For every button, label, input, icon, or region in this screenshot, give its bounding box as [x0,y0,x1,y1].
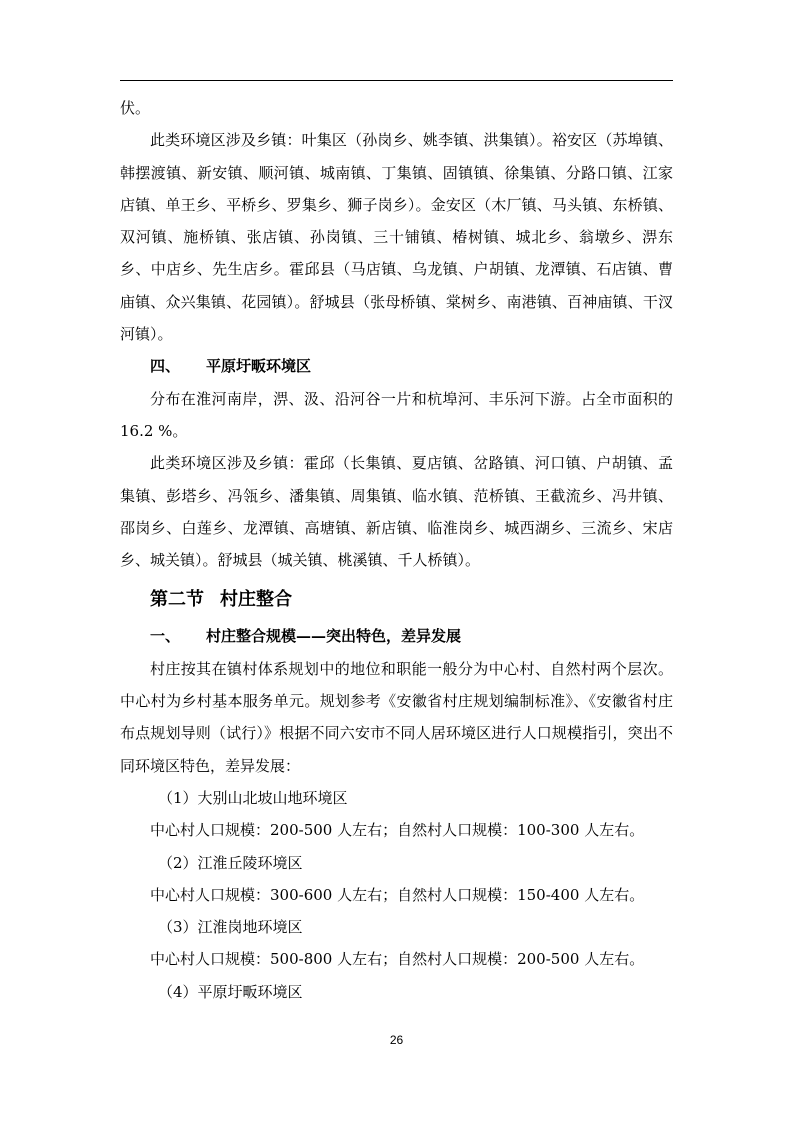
paragraph-village-classification: 村庄按其在镇村体系规划中的地位和职能一般分为中心村、自然村两个层次。中心村为乡村基本服务单元。规划参考《安徽省村庄规划编制标准》、《安徽省村庄布点规划导则（试行）》根据不同六安市不同人居环境区进行人口规模指引，突出不同环境区特色，差异发展： [120,659,673,775]
heading-title: 村庄整合规模——突出特色，差异发展 [206,627,462,646]
heading-number: 一、 [150,627,181,646]
chapter-section-heading [120,582,673,618]
paragraph-towns-list-2: 此类环境区涉及乡镇：霍邱（长集镇、夏店镇、岔路镇、河口镇、户胡镇、孟集镇、彭塔乡、冯瓴乡、潘集镇、周集镇、临水镇、范桥镇、王截流乡、冯井镇、邵岗乡、白莲乡、龙潭镇、高塘镇、新店镇、临淮岗乡、城西湖乡、三流乡、宋店乡、城关镇）。舒城县（城关镇、桃溪镇、千人桥镇）。 [120,454,673,570]
heading-number: 四、 [150,357,181,376]
paragraph-distribution: 分布在淮河南岸，淠、汲、沿河谷一片和杭埠河、丰乐河下游。占全市面积的 16.2 %。 [120,389,673,440]
section-heading-village-scale [120,620,673,652]
zone-item-4: （4）平原圩畈环境区 [158,982,303,1001]
zone-item-2: （2）江淮丘陵环境区 [158,853,303,872]
paragraph-towns-list-1: 此类环境区涉及乡镇：叶集区（孙岗乡、姚李镇、洪集镇）。裕安区（苏埠镇、韩摆渡镇、新安镇、顺河镇、城南镇、丁集镇、固镇镇、徐集镇、分路口镇、江家店镇、单王乡、平桥乡、罗集乡、狮子岗乡）。金安区（木厂镇、马头镇、东桥镇、双河镇、施桥镇、张店镇、孙岗镇、三十铺镇、椿树镇、城北乡、翁墩乡、淠东乡、中店乡、先生店乡。霍邱县（马店镇、乌龙镇、户胡镇、龙潭镇、石店镇、曹庙镇、众兴集镇、花园镇）。舒城县（张母桥镇、棠树乡、南港镇、百神庙镇、干汊河镇）。 [120,131,673,344]
population-scale-3: 中心村人口规模：500-800 人左右；自然村人口规模：200-500 人左右。 [150,950,645,969]
header-rule [120,80,673,81]
zone-item-1: （1）大别山北坡山地环境区 [158,788,348,807]
section-number: 第二节 [150,589,204,611]
section-heading-plain-zone [120,350,673,382]
population-scale-1: 中心村人口规模：200-500 人左右；自然村人口规模：100-300 人左右。 [150,821,645,840]
population-scale-2: 中心村人口规模：300-600 人左右；自然村人口规模：150-400 人左右。 [150,885,645,904]
page-body [120,92,673,1008]
paragraph-continuation: 伏。 [120,99,151,117]
zone-item-3: （3）江淮岗地环境区 [158,918,303,937]
section-title: 村庄整合 [220,589,292,611]
page-number: 26 [389,1033,404,1047]
heading-title: 平原圩畈环境区 [206,357,312,376]
